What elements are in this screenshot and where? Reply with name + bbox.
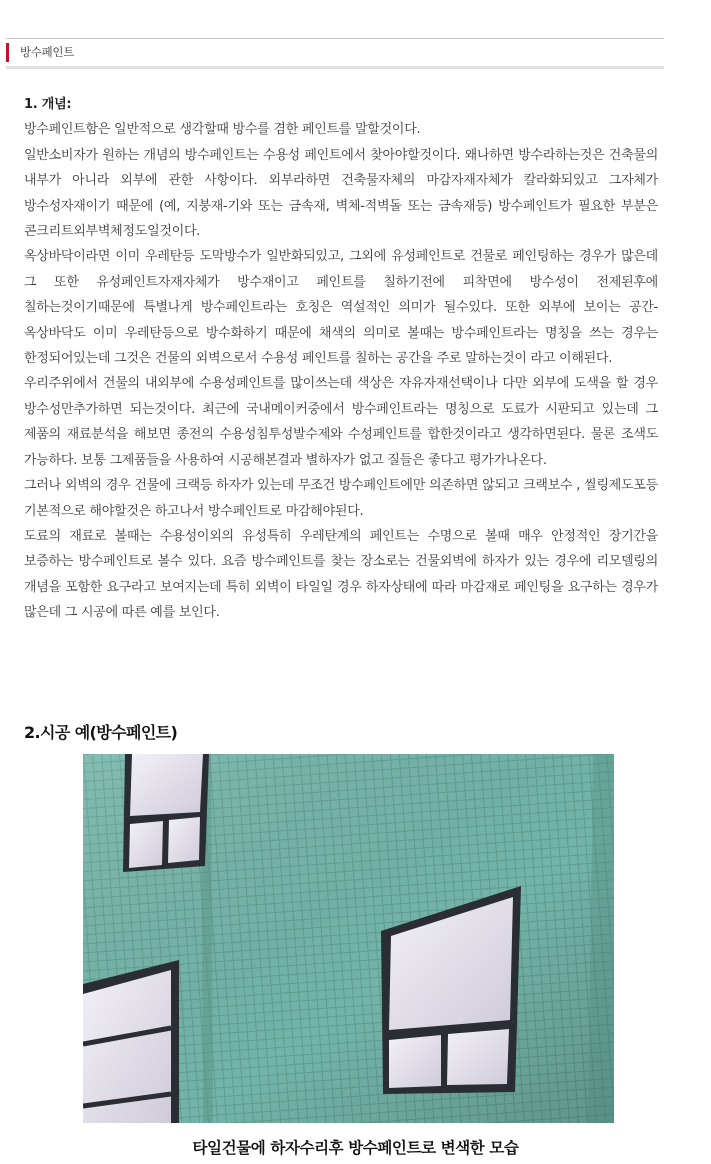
board-header bbox=[6, 38, 664, 69]
section-heading: 1. 개념: bbox=[24, 97, 72, 112]
section-title: 2.시공 예(방수페인트) bbox=[24, 723, 178, 742]
header-title: 방수페인트 bbox=[20, 45, 75, 59]
photo-caption: 타일건물에 하자수리후 방수페인트로 변색한 모습 bbox=[192, 1139, 519, 1157]
paragraph: 도료의 재료로 볼때는 수용성이외의 유성특히 우레탄계의 페인트는 수명으로 볼때 매우 안정적인 장기간을 보증하는 방수페인트로 볼수 있다. 요즘 방수페인트를 찾는 장소로는 건물외벽에 하자가 있는 경우에 리모델링의 개념을 포함한 요구라고 보여지는데 특히 외벽이 타일일 경우 하자상태에 따라 마감재로 페인팅을 요구하는 경우가 많은데 그 시공에 따른 예를 보인다. bbox=[24, 528, 658, 621]
paragraph: 방수페인트함은 일반적으로 생각할때 방수를 겸한 페인트를 말할것이다. bbox=[24, 122, 421, 138]
window bbox=[83, 960, 179, 1123]
header-accent-bar bbox=[6, 43, 9, 62]
article-body bbox=[24, 92, 658, 626]
building-photo bbox=[83, 754, 614, 1123]
window bbox=[123, 754, 209, 872]
paragraph: 그러나 외벽의 경우 건물에 크랙등 하자가 있는데 무조건 방수페인트에만 의존하면 않되고 크랙보수 , 씰링제도포등 기본적으로 해야할것은 하고나서 방수페인트로 마감해야된다. bbox=[24, 478, 658, 519]
paragraph: 일반소비자가 원하는 개념의 방수페인트는 수용성 페인트에서 찾아야할것이다. 왜나하면 방수라하는것은 건축물의 내부가 아니라 외부에 관한 사항이다. 외부라하면 건축물자체의 마감자재자체가 칼라화되있고 그자체가 방수성자재이기 때문에 (예, 지붕재-기와 또는 금속재, 벽체-적벽돌 또는 금속재등) 방수페인트가 필요한 부분은 콘크리트외부벽체정도일것이다. bbox=[24, 147, 658, 240]
paragraph: 옥상바닥이라면 이미 우레탄등 도막방수가 일반화되있고, 그외에 유성페인트로 건물로 페인팅하는 경우가 많은데 그 또한 유성페인트자재자체가 방수재이고 페인트를 칠하기전에 피착면에 방수성이 전제된후에 칠하는것이기때문에 특별나게 방수페인트라는 호칭은 역설적인 의미가 될수있다. 또한 외부에 보이는 공간-옥상바닥도 이미 우레탄등으로 방수화하기 때문에 채색의 의미로 볼때는 방수페인트라는 명칭을 쓰는 경우는 한정되어있는데 그것은 건물의 외벽으로서 수용성 페인트를 칠하는 공간을 주로 말하는것이 라고 이해된다. bbox=[24, 249, 658, 367]
paragraph: 우리주위에서 건물의 내외부에 수용성페인트를 많이쓰는데 색상은 자유자재선택이나 다만 외부에 도색을 할 경우 방수성만추가하면 되는것이다. 최근에 국내메이커중에서 방수페인트라는 명칭으로 도료가 시판되고 있는데 그 제품의 재료분석을 해보면 종전의 수용성침투성발수제와 수성페인트를 합한것이라고 생각하면된다. 물론 조색도 가능하다. 보통 그제품들을 사용하여 시공해본결과 별하자가 없고 질들은 좋다고 평가가나온다. bbox=[24, 376, 658, 468]
